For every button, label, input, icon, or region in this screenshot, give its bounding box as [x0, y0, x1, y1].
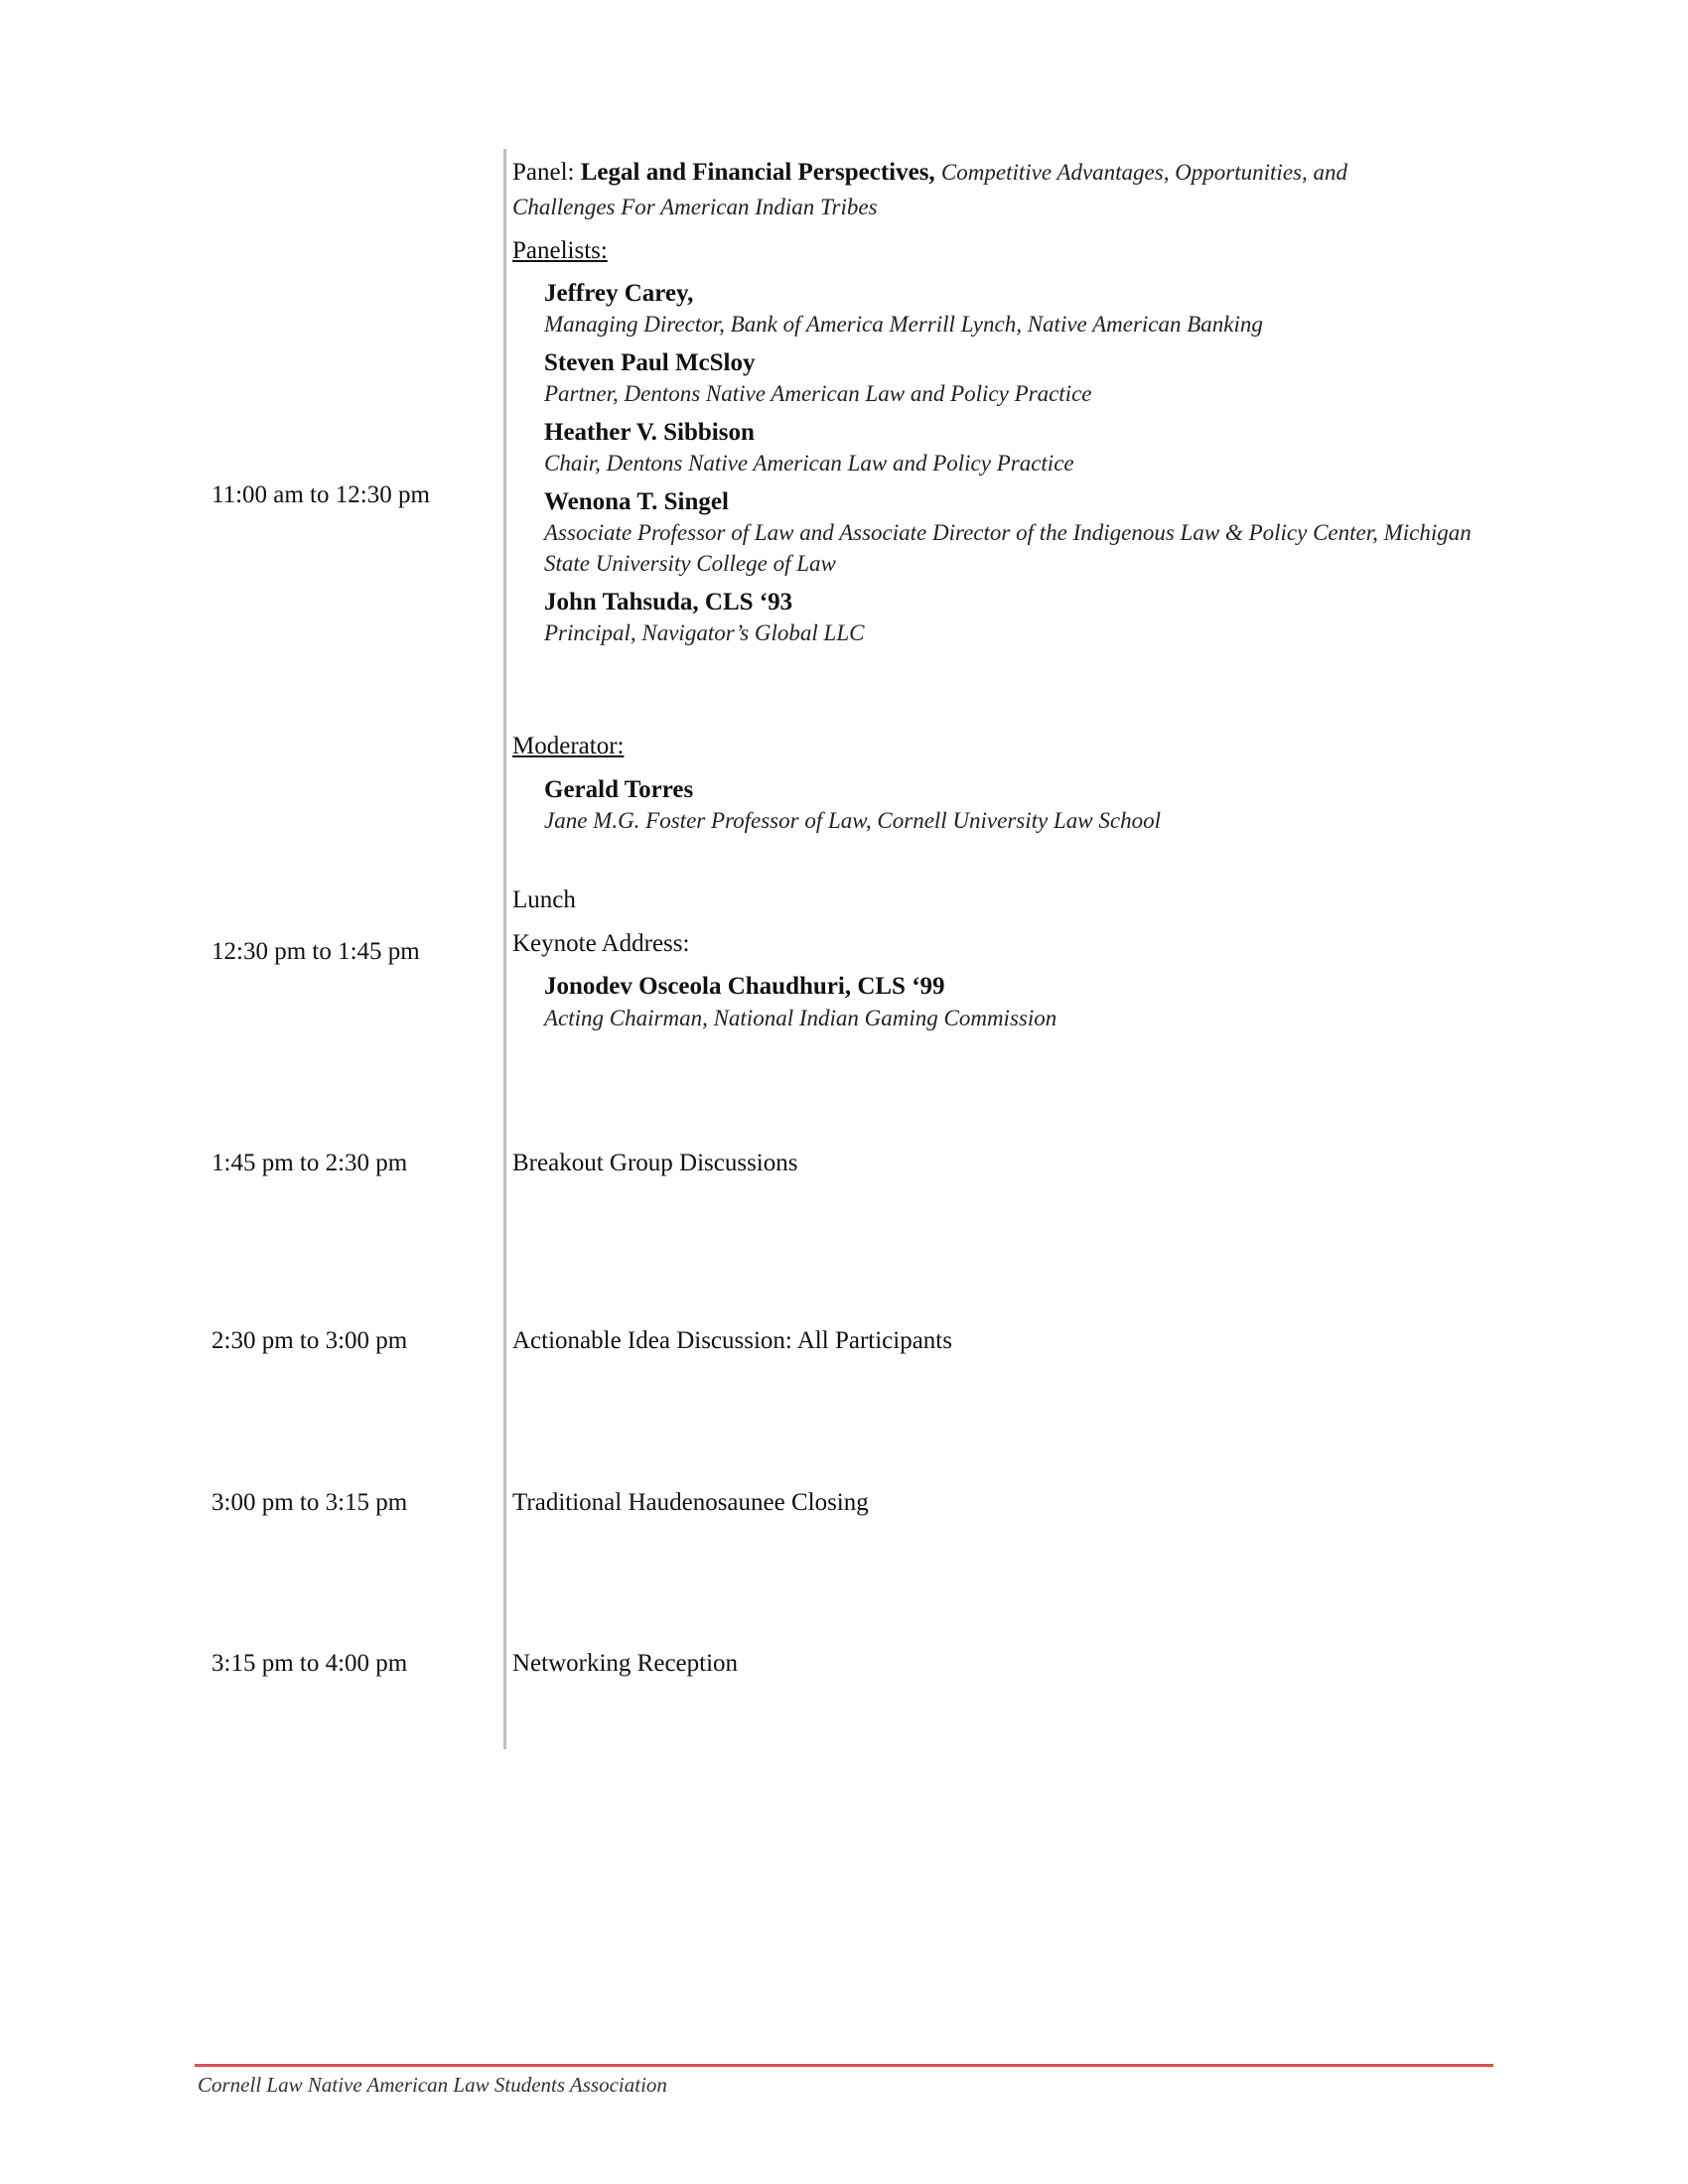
panelist-title: Partner, Dentons Native American Law and Policy Practice: [544, 381, 1092, 406]
panel-subtitle-line2: Challenges For American Indian Tribes: [512, 195, 878, 219]
panelists-label: Panelists:: [512, 237, 608, 264]
moderator-label: Moderator:: [512, 733, 625, 759]
breakout-item: Breakout Group Discussions: [512, 1150, 798, 1176]
time-slot-1: 11:00 am to 12:30 pm: [211, 481, 430, 508]
moderator-name: Gerald Torres: [544, 776, 694, 803]
panelist-name: John Tahsuda, CLS ‘93: [544, 589, 793, 615]
panel-title: Legal and Financial Perspectives,: [580, 159, 935, 186]
footer-rule: [195, 2064, 1493, 2067]
time-slot-5: 3:00 pm to 3:15 pm: [211, 1489, 408, 1516]
keynote-speaker-title: Acting Chairman, National Indian Gaming Commission: [544, 1006, 1057, 1030]
panelist-name: Steven Paul McSloy: [544, 349, 756, 376]
panelist-title: Principal, Navigator’s Global LLC: [544, 620, 865, 645]
lunch-item: Lunch: [512, 887, 576, 913]
time-slot-3: 1:45 pm to 2:30 pm: [211, 1150, 408, 1176]
moderator-title: Jane M.G. Foster Professor of Law, Cornell University Law School: [544, 808, 1161, 833]
closing-item: Traditional Haudenosaunee Closing: [512, 1489, 869, 1516]
time-slot-2: 12:30 pm to 1:45 pm: [211, 938, 420, 965]
keynote-label: Keynote Address:: [512, 930, 690, 957]
footer-text: Cornell Law Native American Law Students Association: [198, 2073, 667, 2097]
panelist-name: Jeffrey Carey,: [544, 280, 694, 307]
reception-item: Networking Reception: [512, 1650, 739, 1677]
panel-heading: [512, 160, 1347, 185]
panelist-title: Associate Professor of Law and Associate Director of the Indigenous Law & Policy Center, Michigan: [544, 520, 1472, 545]
panelist-title: Managing Director, Bank of America Merrill Lynch, Native American Banking: [544, 312, 1263, 337]
panelist-title-cont: State University College of Law: [544, 551, 836, 576]
time-slot-4: 2:30 pm to 3:00 pm: [211, 1327, 408, 1354]
keynote-speaker-name: Jonodev Osceola Chaudhuri, CLS ‘99: [544, 973, 945, 1000]
column-divider: [503, 149, 506, 1749]
time-slot-6: 3:15 pm to 4:00 pm: [211, 1650, 408, 1677]
panelist-title: Chair, Dentons Native American Law and Policy Practice: [544, 451, 1074, 476]
actionable-item: Actionable Idea Discussion: All Participants: [512, 1327, 952, 1354]
panelist-name: Heather V. Sibbison: [544, 419, 755, 446]
panel-prefix: Panel:: [512, 159, 581, 186]
panelist-name: Wenona T. Singel: [544, 488, 729, 515]
panel-subtitle-line1: Competitive Advantages, Opportunities, and: [940, 160, 1347, 185]
